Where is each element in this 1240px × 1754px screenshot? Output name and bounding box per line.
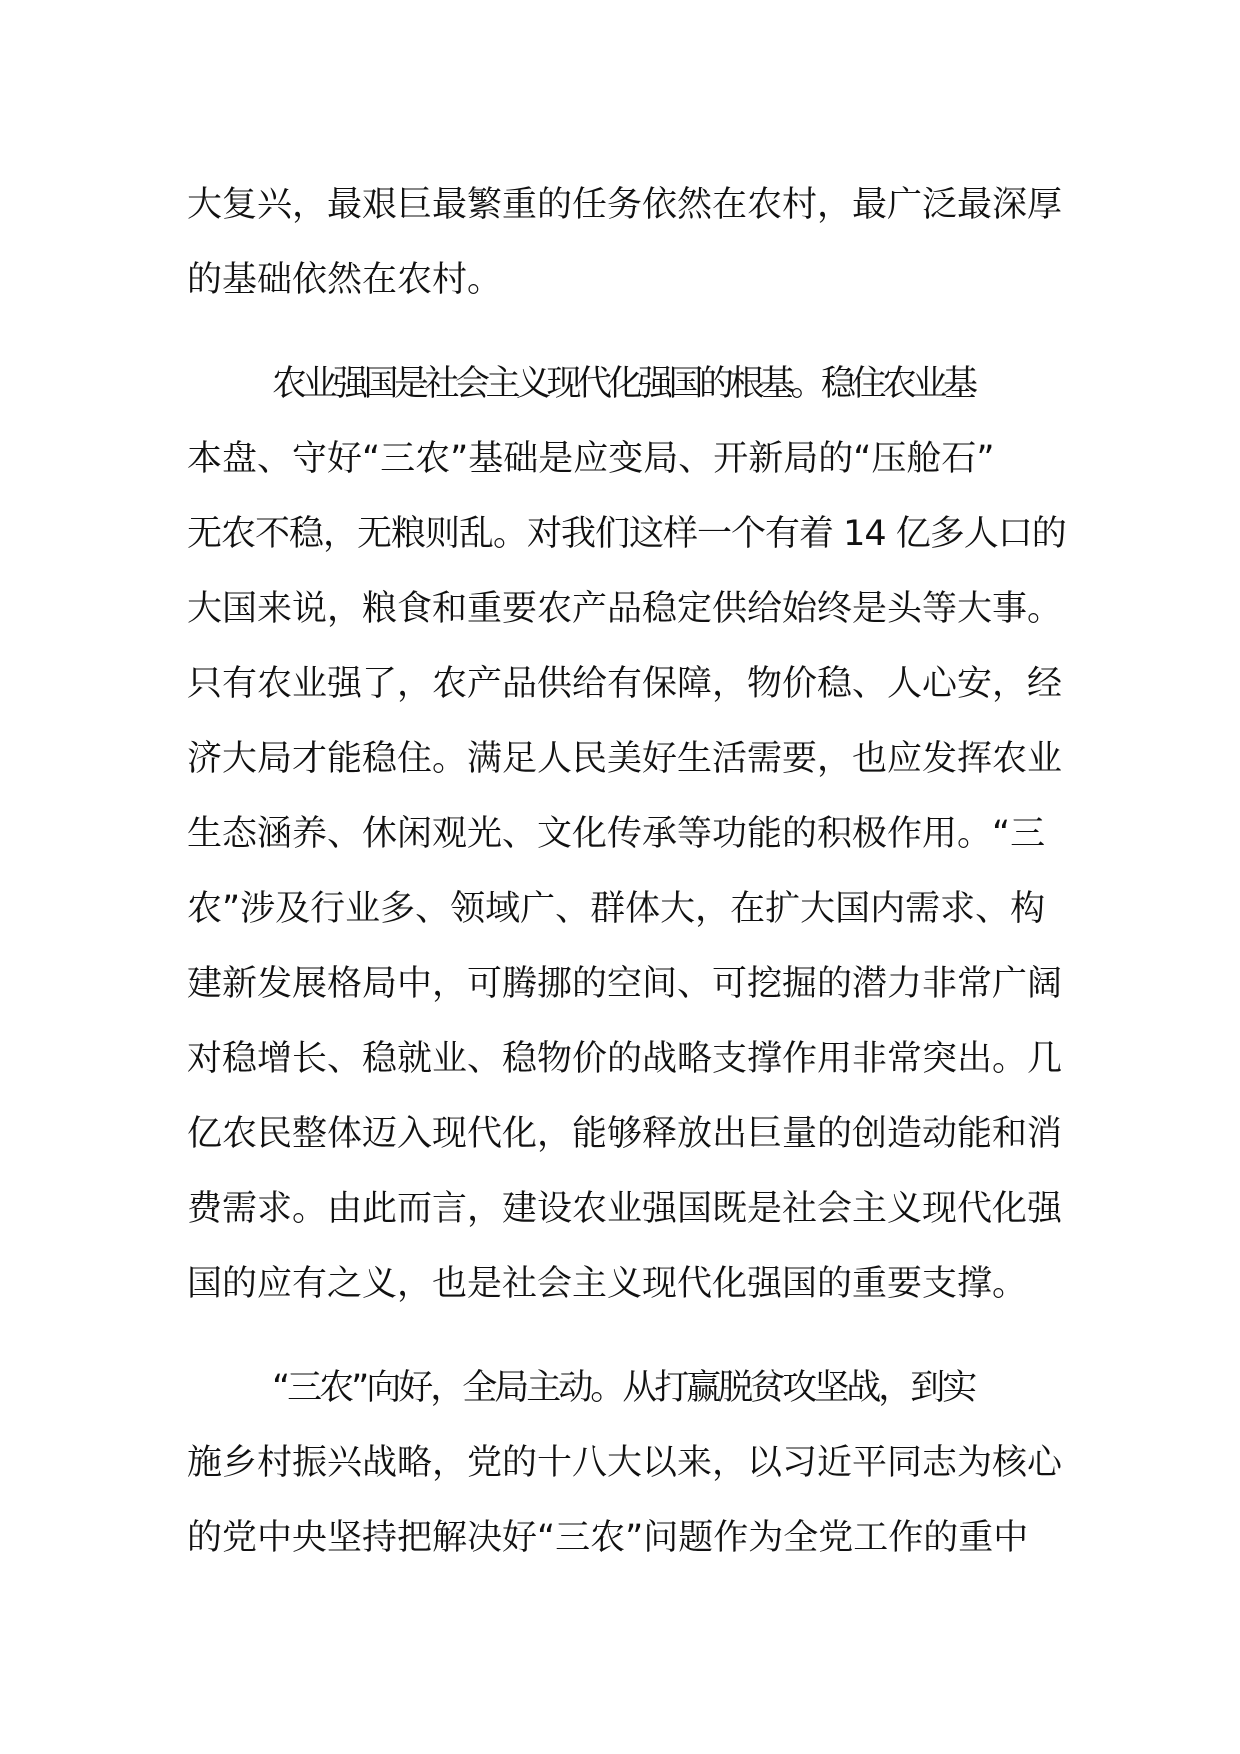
text-line: “三农”向好，全局主动。从打赢脱贫攻坚战，到实 bbox=[272, 1368, 975, 1408]
text-line: 费需求。由此而言，建设农业强国既是社会主义现代化强 bbox=[187, 1189, 1063, 1229]
text-line: 生态涵养、休闲观光、文化传承等功能的积极作用。“三 bbox=[187, 814, 1046, 854]
text-line: 的党中央坚持把解决好“三农”问题作为全党工作的重中 bbox=[187, 1518, 1029, 1558]
text-line: 对稳增长、稳就业、稳物价的战略支撑作用非常突出。几 bbox=[187, 1039, 1063, 1079]
text-line: 大复兴，最艰巨最繁重的任务依然在农村，最广泛最深厚 bbox=[187, 185, 1063, 225]
text-line: 大国来说，粮食和重要农产品稳定供给始终是头等大事。 bbox=[187, 589, 1063, 629]
text-line: 建新发展格局中，可腾挪的空间、可挖掘的潜力非常广阔 bbox=[187, 964, 1063, 1004]
text-line: 农业强国是社会主义现代化强国的根基。稳住农业基 bbox=[272, 364, 974, 404]
paragraph-agricultural-power bbox=[187, 347, 1067, 1322]
body-text bbox=[187, 168, 1067, 1576]
text-line: 无农不稳，无粮则乱。对我们这样一个有着 14 亿多人口的 bbox=[187, 514, 1066, 554]
text-line: 施乡村振兴战略，党的十八大以来，以习近平同志为核心 bbox=[187, 1443, 1063, 1483]
text-line: 农”涉及行业多、领域广、群体大，在扩大国内需求、构 bbox=[187, 889, 1046, 929]
text-line: 本盘、守好“三农”基础是应变局、开新局的“压舱石” bbox=[187, 439, 995, 479]
paragraph-three-rural bbox=[187, 1351, 1067, 1576]
text-line: 的基础依然在农村。 bbox=[187, 260, 503, 300]
text-line: 亿农民整体迈入现代化，能够释放出巨量的创造动能和消 bbox=[187, 1114, 1063, 1154]
text-line: 国的应有之义，也是社会主义现代化强国的重要支撑。 bbox=[187, 1264, 1028, 1304]
text-line: 济大局才能稳住。满足人民美好生活需要，也应发挥农业 bbox=[187, 739, 1063, 779]
paragraph-continuation bbox=[187, 168, 1067, 318]
text-line: 只有农业强了，农产品供给有保障，物价稳、人心安，经 bbox=[187, 664, 1063, 704]
